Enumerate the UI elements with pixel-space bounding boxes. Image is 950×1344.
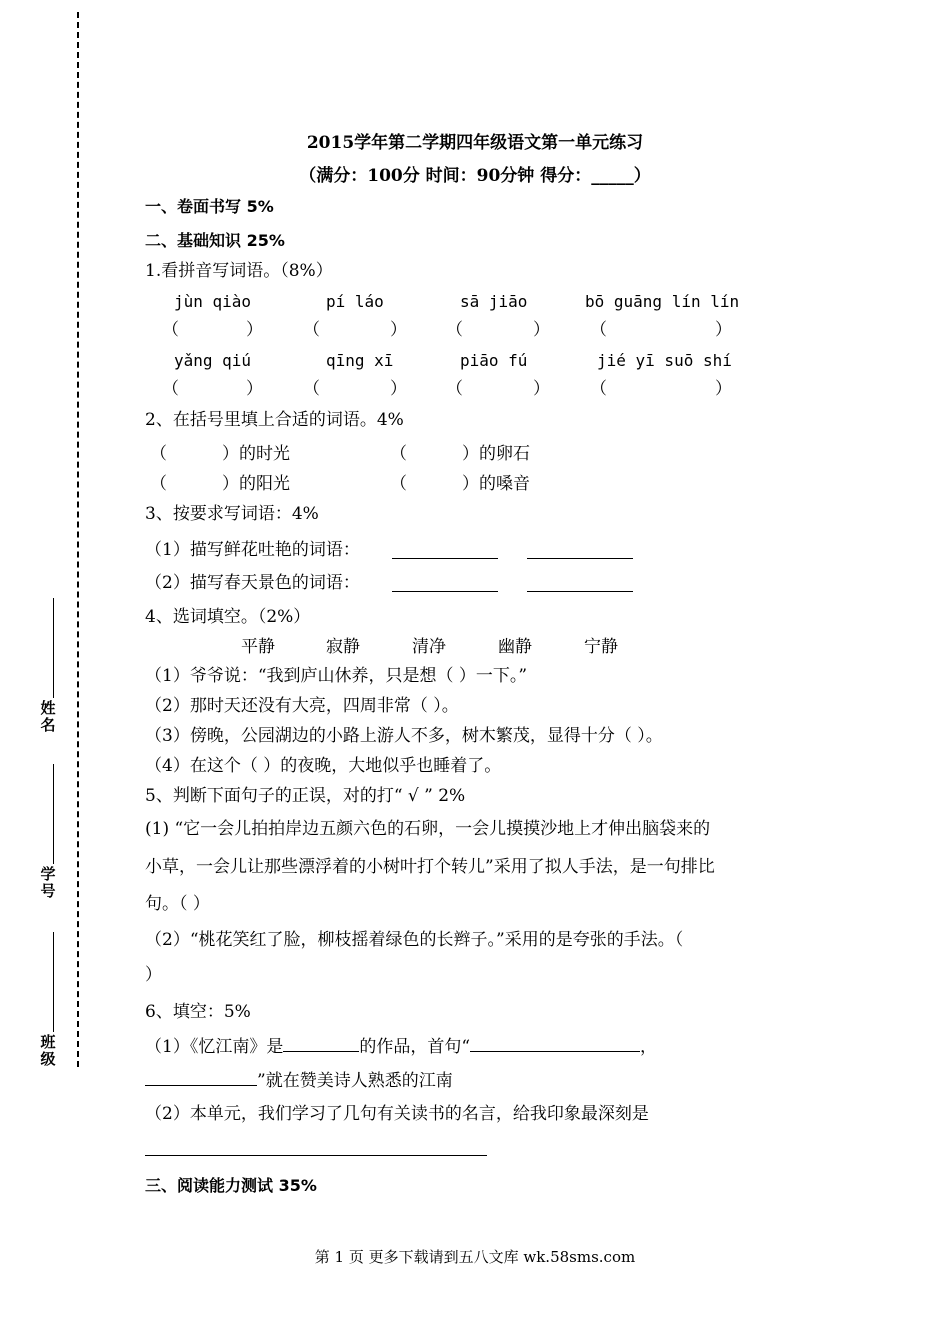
word-choice: 幽静 <box>498 637 532 657</box>
section3-heading: 三、阅读能力测试 35% <box>145 1176 317 1195</box>
q5-item-1-line: 小草，一会儿让那些漂浮着的小树叶打个转儿”采用了拟人手法，是一句排比 <box>145 857 715 877</box>
pinyin-5: yǎng qiú <box>174 351 252 370</box>
q2-item-3: ）的阳光 <box>222 474 290 494</box>
q6-item-2: （2）本单元，我们学习了几句有关读书的名言，给我印象最深刻是 <box>145 1104 649 1124</box>
answer-paren-open: （ <box>303 379 320 399</box>
pinyin-1: jùn qiào <box>174 292 252 311</box>
answer-line[interactable] <box>145 1155 487 1156</box>
q5-item-2-line: ） <box>145 965 162 985</box>
student-id-label: 学 号 <box>40 865 56 900</box>
q2-prompt: 2、在括号里填上合适的词语。4% <box>145 410 404 430</box>
word-choice: 宁静 <box>584 637 618 657</box>
answer-line[interactable] <box>527 591 633 592</box>
q5-item-1-line: (1) “它一会儿拍拍岸边五颜六色的石卵，一会儿摸摸沙地上才伸出脑袋来的 <box>145 819 711 839</box>
q2-item-1: ）的时光 <box>222 444 290 464</box>
answer-paren-close: ） <box>246 320 263 340</box>
q5-item-2-line: （2）“桃花笑红了脸，柳枝摇着绿色的长辫子。”采用的是夸张的手法。（ <box>145 930 684 950</box>
word-choice: 寂静 <box>326 637 360 657</box>
q4-prompt: 4、选词填空。（2%） <box>145 607 311 627</box>
q3-item-2: （2）描写春天景色的词语： <box>145 573 360 593</box>
answer-paren-close: ） <box>390 379 407 399</box>
page-subtitle: （满分：100分 时间：90分钟 得分：_____） <box>299 166 651 186</box>
q3-item-1: （1）描写鲜花吐艳的词语： <box>145 540 360 560</box>
answer-paren-close: ） <box>246 379 263 399</box>
q5-item-1-line: 句。（ ） <box>145 894 210 914</box>
word-choice: 平静 <box>241 637 275 657</box>
page-title: 2015学年第二学期四年级语文第一单元练习 <box>306 133 644 153</box>
answer-paren-close: ） <box>390 320 407 340</box>
q6-item-1: （1）《忆江南》是 的作品，首句“ ， <box>145 1037 658 1057</box>
class-blank <box>53 932 54 1032</box>
answer-paren-close: ） <box>715 320 732 340</box>
answer-line[interactable] <box>392 591 498 592</box>
answer-blank[interactable] <box>283 1035 359 1052</box>
answer-paren-open: （ <box>303 320 320 340</box>
q4-item-4: （4）在这个（ ）的夜晚，大地似乎也睡着了。 <box>145 756 502 776</box>
q6-prompt: 6、填空：5% <box>145 1002 251 1022</box>
answer-paren-close: ） <box>715 379 732 399</box>
class-label: 班 级 <box>40 1033 56 1068</box>
name-label: 姓 名 <box>40 699 56 734</box>
pinyin-7: piāo fú <box>460 351 528 370</box>
page-footer: 第 1 页 更多下载请到五八文库 wk.58sms.com <box>314 1248 636 1266</box>
answer-paren-open: （ <box>446 320 463 340</box>
answer-blank[interactable] <box>470 1035 640 1052</box>
answer-paren-open: （ <box>590 320 607 340</box>
q2-item-4: ）的嗓音 <box>462 474 530 494</box>
q4-item-2: （2）那时天还没有大亮，四周非常（ ）。 <box>145 696 459 716</box>
q6-item-1-cont: ”就在赞美诗人熟悉的江南 <box>145 1069 453 1092</box>
student-id-blank <box>53 764 54 864</box>
blank-open: （ <box>390 444 407 464</box>
pinyin-6: qīng xī <box>326 351 394 370</box>
q1-prompt: 1.看拼音写词语。（8%） <box>145 261 333 281</box>
answer-line[interactable] <box>392 558 498 559</box>
pinyin-2: pí láo <box>326 292 384 311</box>
blank-open: （ <box>150 444 167 464</box>
q4-item-1: （1）爷爷说：“我到庐山休养，只是想（ ）一下。” <box>145 666 528 686</box>
pinyin-4: bō guāng lín lín <box>585 292 740 311</box>
answer-line[interactable] <box>527 558 633 559</box>
answer-blank[interactable] <box>145 1069 257 1086</box>
blank-open: （ <box>390 474 407 494</box>
answer-paren-open: （ <box>162 379 179 399</box>
name-blank <box>53 598 54 698</box>
answer-paren-close: ） <box>533 379 550 399</box>
answer-paren-open: （ <box>162 320 179 340</box>
answer-paren-open: （ <box>446 379 463 399</box>
word-choice: 清净 <box>412 637 446 657</box>
section1-heading: 一、卷面书写 5% <box>145 197 274 216</box>
answer-paren-open: （ <box>590 379 607 399</box>
blank-open: （ <box>150 474 167 494</box>
section2-heading: 二、基础知识 25% <box>145 231 285 250</box>
q5-prompt: 5、判断下面句子的正误，对的打“ √ ” 2% <box>145 786 466 806</box>
q2-item-2: ）的卵石 <box>462 444 530 464</box>
q4-item-3: （3）傍晚，公园湖边的小路上游人不多，树木繁茂，显得十分（ ）。 <box>145 726 663 746</box>
pinyin-8: jié yī suō shí <box>597 351 732 370</box>
pinyin-3: sā jiāo <box>460 292 528 311</box>
q3-prompt: 3、按要求写词语：4% <box>145 504 319 524</box>
answer-paren-close: ） <box>533 320 550 340</box>
